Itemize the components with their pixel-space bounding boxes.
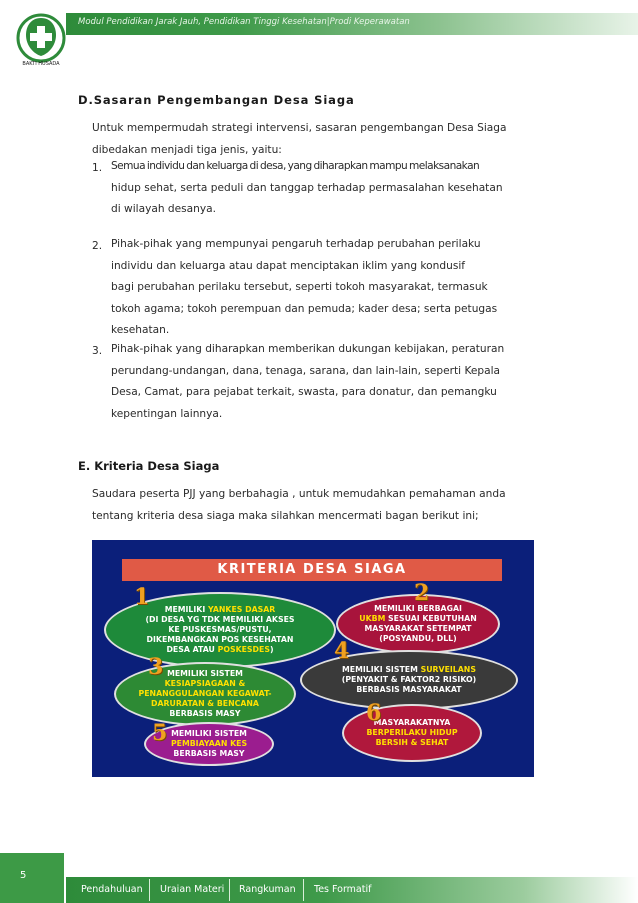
number-badge-5: 5 — [152, 720, 168, 746]
number-badge-1: 1 — [134, 584, 150, 610]
section-d-intro: Untuk mempermudah strategi intervensi, sasaran pengembangan Desa Siaga dibedakan menjadi tiga jenis, yaitu: — [92, 122, 507, 156]
page-number-box — [0, 853, 64, 903]
logo-text: BAKTI HUSADA — [22, 61, 60, 67]
number-badge-6: 6 — [366, 700, 382, 726]
nav-pendahuluan[interactable]: Pendahuluan — [81, 884, 143, 895]
criterion-3 — [114, 662, 296, 726]
criterion-text: BERBASIS MASYARAKAT — [356, 685, 462, 694]
criterion-text: (PENYAKIT & FAKTOR2 RISIKO) — [341, 675, 477, 684]
nav-uraian-materi[interactable]: Uraian Materi — [160, 884, 225, 895]
section-d-heading: D.Sasaran Pengembangan Desa Siaga — [78, 93, 355, 107]
list-number: 2. — [92, 240, 103, 252]
criterion-6 — [342, 704, 482, 762]
section-e-heading: E. Kriteria Desa Siaga — [78, 459, 220, 473]
list-number: 3. — [92, 345, 103, 357]
criterion-text: BERPERILAKU HIDUP — [366, 728, 458, 737]
page-number: 5 — [20, 870, 27, 881]
criterion-text: MASYARAKATNYA — [373, 718, 451, 727]
nav-divider — [229, 879, 230, 901]
criterion-text: MEMILIKI BERBAGAI — [374, 604, 462, 613]
section-e-intro: Saudara peserta PJJ yang berbahagia , untuk memudahkan pemahaman anda tentang kriteria desa siaga maka silahkan mencermati bagan berikut ini; — [92, 488, 506, 522]
nav-divider — [303, 879, 304, 901]
number-badge-4: 4 — [334, 638, 350, 664]
header-title: Modul Pendidikan Jarak Jauh, Pendidikan Tinggi Kesehatan|Prodi Keperawatan — [78, 17, 410, 27]
criterion-text: MASYARAKAT SETEMPAT — [364, 624, 472, 633]
nav-rangkuman[interactable]: Rangkuman — [239, 884, 296, 895]
list-item-3: Pihak-pihak yang diharapkan memberikan dukungan kebijakan, peraturan perundang-undangan, dana, tenaga, sarana, dan lain-lain, seperti Kepala Desa, Camat, para pejabat terkait, swasta, para donatur, dan pemangku kepentingan lainnya. — [111, 343, 505, 420]
criterion-text: KESIAPSIAGAAN & — [164, 679, 246, 688]
criterion-text: PEMBIAYAAN KES — [170, 739, 248, 748]
criterion-4 — [300, 650, 518, 710]
criterion-text: KE PUSKESMAS/PUSTU, — [168, 625, 272, 634]
nav-divider — [149, 879, 150, 901]
list-number: 1. — [92, 162, 103, 174]
criterion-text: MEMILIKI SISTEM — [167, 669, 243, 678]
criterion-text: (DI DESA YG TDK MEMILIKI AKSES — [145, 615, 295, 624]
criterion-text: UKBM SESUAI KEBUTUHAN — [359, 614, 477, 623]
criterion-text: MEMILIKI YANKES DASAR — [164, 605, 276, 614]
bakti-husada-logo — [14, 4, 68, 72]
criterion-text: BERBASIS MASY — [169, 709, 241, 718]
list-item-2: Pihak-pihak yang mempunyai pengaruh terhadap perubahan perilaku individu dan keluarga atau dapat menciptakan iklim yang kondusif bagi perubahan perilaku tersebut, seperti tokoh masyarakat, termasuk tokoh agama; tokoh perempuan dan pemuda; kader desa; serta petugas kesehatan. — [111, 238, 498, 336]
number-badge-3: 3 — [148, 654, 164, 680]
nav-tes-formatif[interactable]: Tes Formatif — [314, 884, 372, 895]
list-item-1: Semua individu dan keluarga di desa, yang diharapkan mampu melaksanakan hidup sehat, serta peduli dan tanggap terhadap permasalahan kesehatan di wilayah desanya. — [111, 160, 503, 215]
criterion-text: BERBASIS MASY — [173, 749, 245, 758]
criterion-text: MEMILIKI SISTEM — [171, 729, 247, 738]
criterion-text: PENANGGULANGAN KEGAWAT- — [138, 689, 272, 698]
criterion-text: DESA ATAU POSKESDES) — [166, 645, 274, 654]
criterion-text: BERSIH & SEHAT — [375, 738, 449, 747]
criterion-text: DARURATAN & BENCANA — [151, 699, 259, 708]
criterion-text: (POSYANDU, DLL) — [379, 634, 457, 643]
diagram-title: KRITERIA DESA SIAGA — [122, 559, 502, 581]
number-badge-2: 2 — [414, 580, 430, 606]
criterion-text: DIKEMBANGKAN POS KESEHATAN — [146, 635, 294, 644]
kriteria-diagram — [92, 540, 534, 777]
criterion-text: MEMILIKI SISTEM SURVEILANS — [342, 665, 476, 674]
